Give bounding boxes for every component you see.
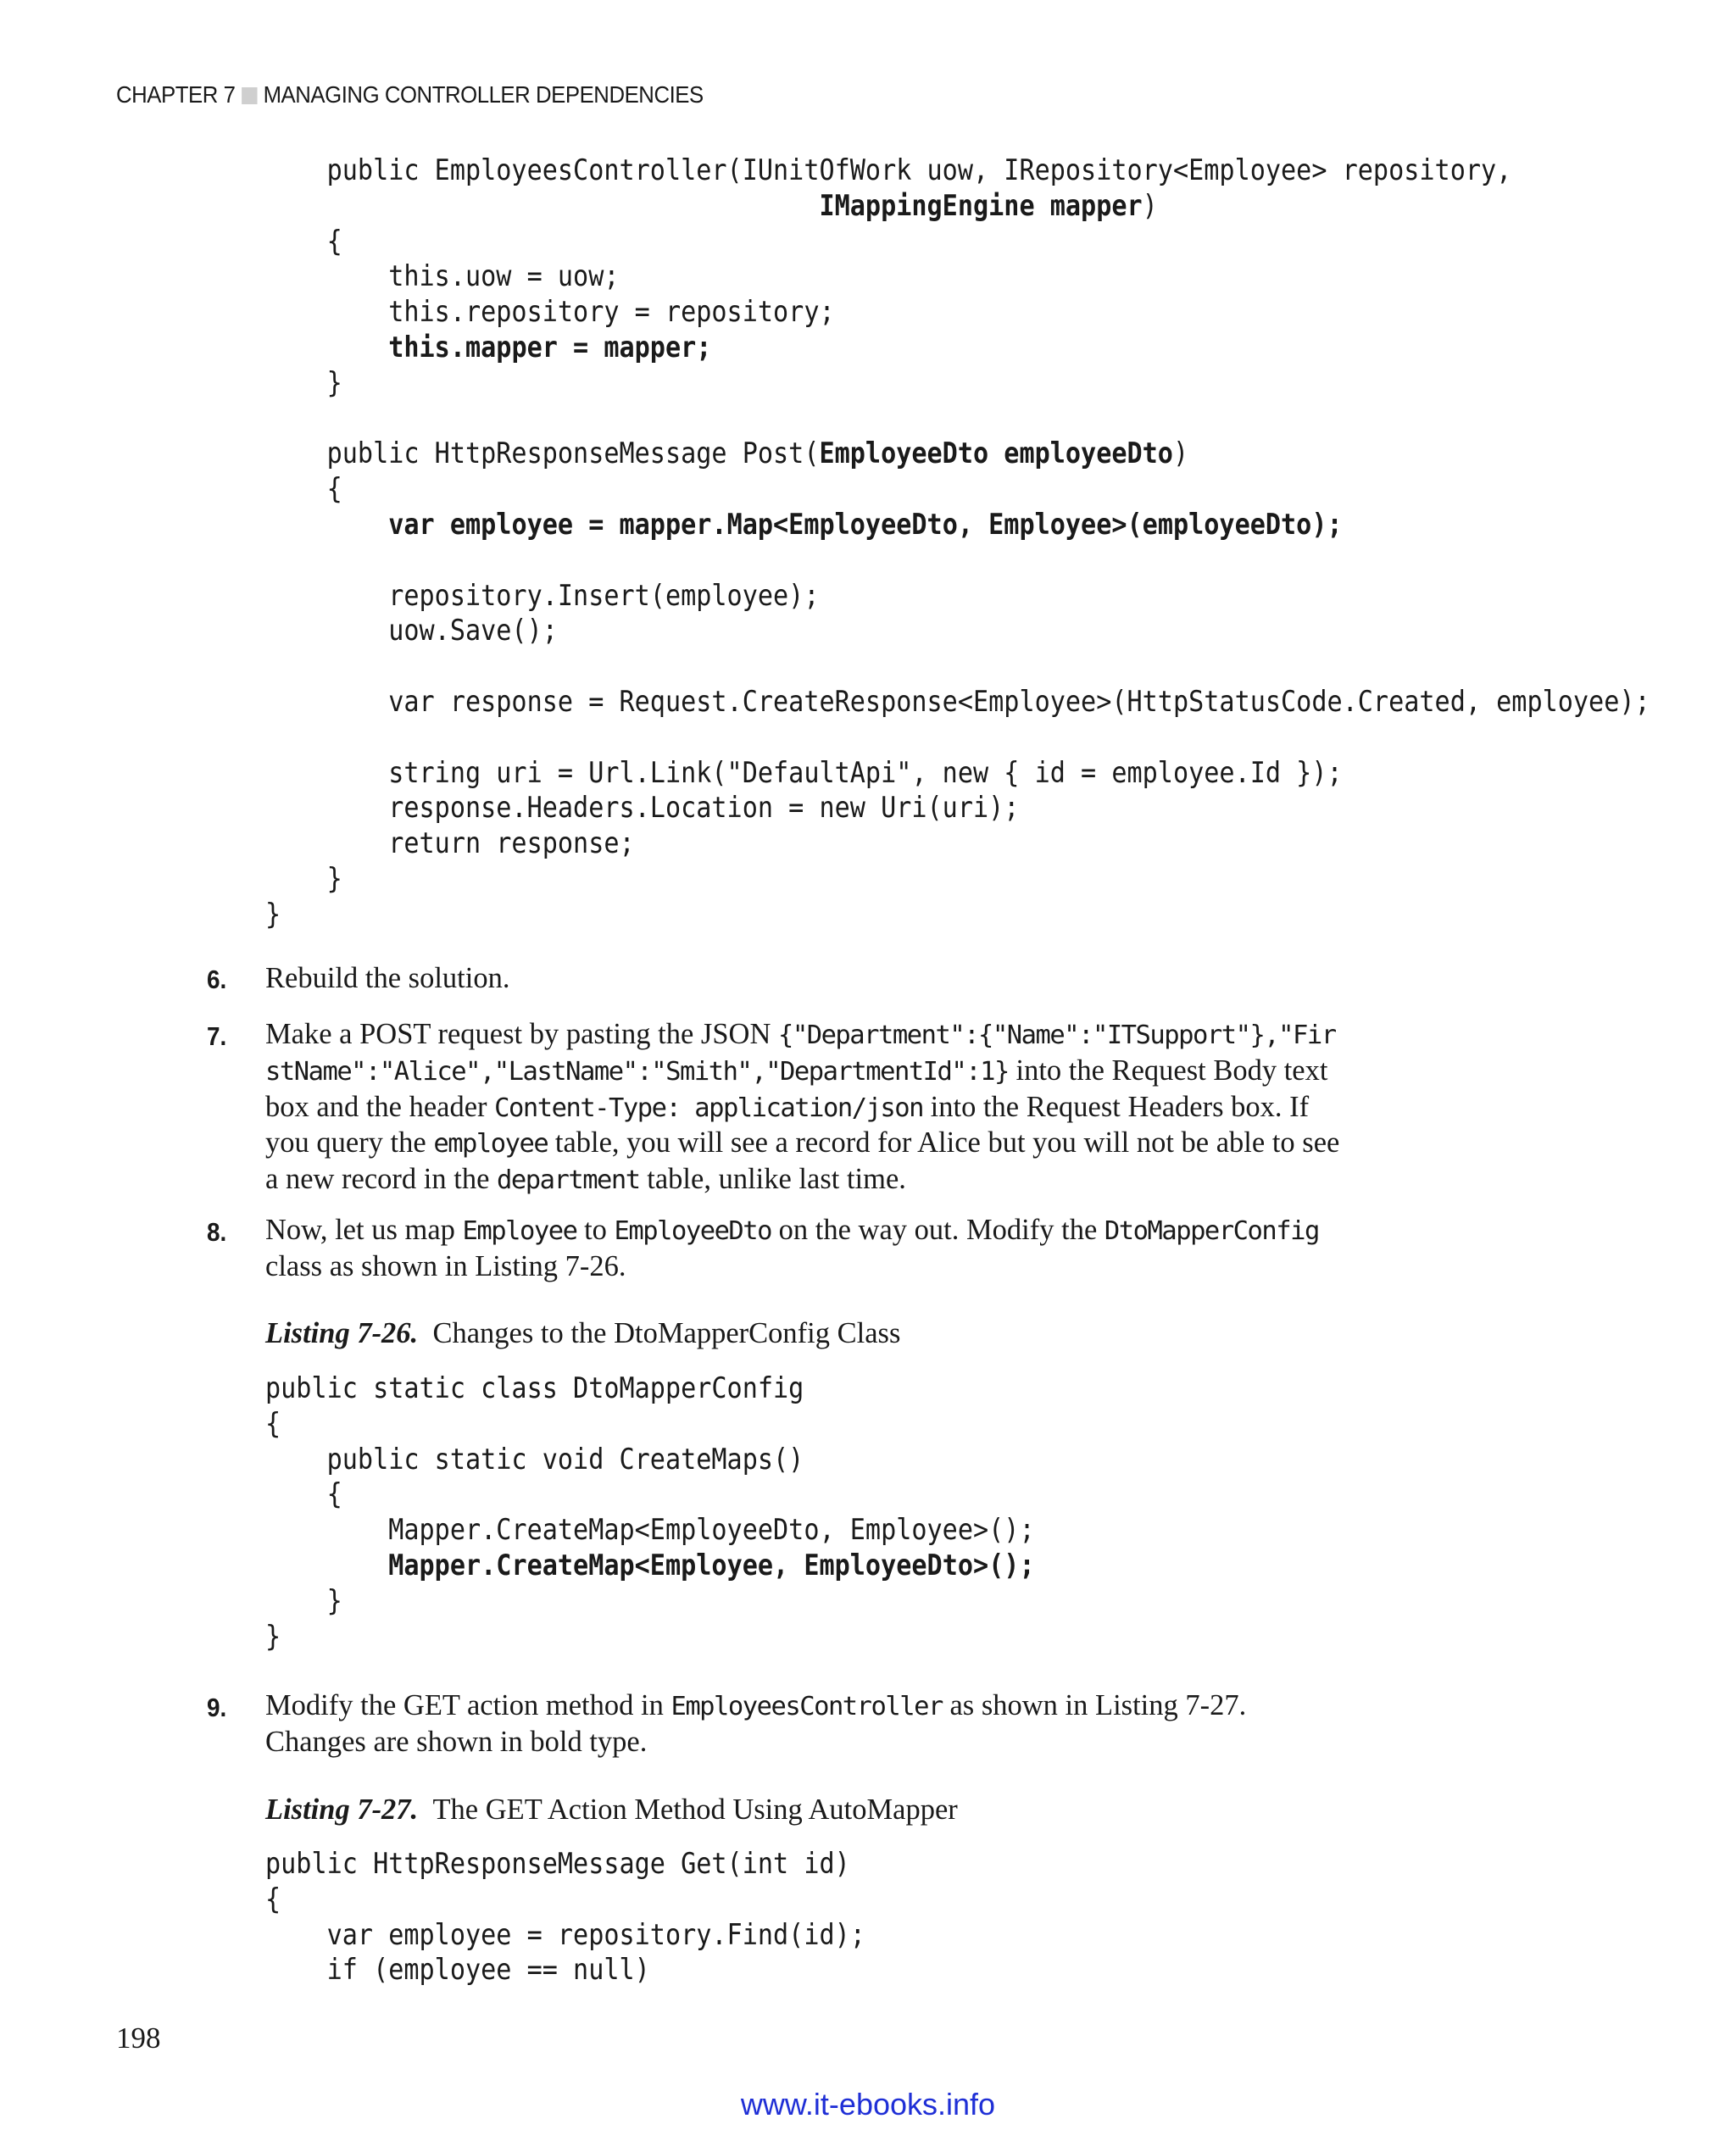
code-line: var employee = repository.Find(id); xyxy=(265,1917,865,1951)
code-line: IMappingEngine mapper) xyxy=(819,188,1158,222)
code-line: uow.Save(); xyxy=(265,614,558,648)
header-snippet: Content-Type: application/json xyxy=(494,1093,924,1123)
code-line: repository.Insert(employee); xyxy=(265,578,820,612)
paragraph-line: box and the header Content-Type: application/json into the Request Headers box. If xyxy=(265,1090,1310,1123)
chapter-title: MANAGING CONTROLLER DEPENDENCIES xyxy=(263,81,704,108)
listing-caption: Changes to the DtoMapperConfig Class xyxy=(432,1317,901,1349)
code-line: } xyxy=(265,1619,281,1653)
code-line: return response; xyxy=(265,826,635,860)
code-line: public EmployeesController(IUnitOfWork uow, IRepository<Employee> repository, xyxy=(265,153,1512,186)
json-snippet: {"Department":{"Name":"ITSupport"},"Fir xyxy=(777,1020,1336,1050)
step-number: 9. xyxy=(207,1693,227,1722)
watermark-link[interactable]: www.it-ebooks.info xyxy=(740,2087,996,2122)
code-block-listing-7-26 xyxy=(265,1371,1035,1654)
paragraph-line: Now, let us map Employee to EmployeeDto on the way out. Modify the DtoMapperConfig xyxy=(265,1214,1319,1246)
paragraph-line: class as shown in Listing 7-26. xyxy=(265,1249,626,1282)
paragraph-line: a new record in the department table, unlike last time. xyxy=(265,1163,906,1196)
code-line: var response = Request.CreateResponse<Employee>(HttpStatusCode.Created, employee); xyxy=(265,684,1650,718)
code-line: } xyxy=(265,861,342,895)
code-line: var employee = mapper.Map<EmployeeDto, Employee>(employeeDto); xyxy=(388,507,1343,541)
header-separator xyxy=(242,87,257,104)
code-block-controller xyxy=(265,153,1650,932)
table-name: employee xyxy=(433,1129,548,1159)
chapter-label: CHAPTER 7 xyxy=(116,81,236,108)
code-line: string uri = Url.Link("DefaultApi", new { id = employee.Id }); xyxy=(265,755,1343,789)
paragraph-line: you query the employee table, you will see a record for Alice but you will not be able to see xyxy=(265,1126,1340,1159)
paragraph-line: Make a POST request by pasting the JSON {"Department":{"Name":"ITSupport"},"Fir xyxy=(265,1018,1336,1050)
json-snippet: stName":"Alice","LastName":"Smith","DepartmentId":1} xyxy=(265,1056,1009,1087)
step-text xyxy=(265,1688,1384,1760)
class-name: Employee xyxy=(462,1216,577,1246)
code-line: if (employee == null) xyxy=(265,1953,650,1987)
code-line: } xyxy=(265,365,342,399)
listing-7-26-caption xyxy=(265,1317,900,1350)
code-line: public HttpResponseMessage Post(EmployeeDto employeeDto) xyxy=(265,437,1189,470)
code-line: this.uow = uow; xyxy=(265,259,620,293)
listing-label: Listing 7-27. xyxy=(265,1793,419,1826)
paragraph-line: stName":"Alice","LastName":"Smith","DepartmentId":1} into the Request Body text xyxy=(265,1054,1328,1087)
listing-7-27-caption xyxy=(265,1793,958,1827)
class-name: DtoMapperConfig xyxy=(1104,1216,1319,1246)
class-name: EmployeeDto xyxy=(614,1216,772,1246)
code-line: } xyxy=(265,897,281,931)
code-line: public static class DtoMapperConfig xyxy=(265,1371,804,1404)
code-line: } xyxy=(265,1583,342,1617)
listing-label: Listing 7-26. xyxy=(265,1317,419,1349)
paragraph-line: Modify the GET action method in EmployeesController as shown in Listing 7-27. xyxy=(265,1689,1247,1721)
step-number: 8. xyxy=(207,1217,227,1247)
code-line: this.repository = repository; xyxy=(265,295,835,329)
listing-caption: The GET Action Method Using AutoMapper xyxy=(432,1793,958,1826)
step-text xyxy=(265,1017,1384,1198)
step-text xyxy=(265,1213,1384,1285)
class-name: EmployeesController xyxy=(670,1692,943,1721)
code-line: this.mapper = mapper; xyxy=(388,330,712,364)
paragraph-line: Changes are shown in bold type. xyxy=(265,1725,648,1758)
page-number: 198 xyxy=(116,2021,161,2055)
code-line: Mapper.CreateMap<Employee, EmployeeDto>(); xyxy=(388,1548,1035,1582)
code-line: response.Headers.Location = new Uri(uri); xyxy=(265,791,1020,825)
code-line: { xyxy=(265,1477,342,1511)
table-name: department xyxy=(497,1165,640,1196)
code-line: { xyxy=(265,1882,281,1916)
code-line: Mapper.CreateMap<EmployeeDto, Employee>(); xyxy=(265,1513,1035,1547)
code-line: { xyxy=(265,472,342,506)
step-number: 7. xyxy=(207,1021,227,1051)
code-line: public HttpResponseMessage Get(int id) xyxy=(265,1847,850,1880)
code-line: { xyxy=(265,224,342,258)
code-line: public static void CreateMaps() xyxy=(265,1442,804,1476)
running-header xyxy=(116,81,704,108)
code-block-listing-7-27 xyxy=(265,1846,865,1988)
code-line: { xyxy=(265,1406,281,1440)
step-text: Rebuild the solution. xyxy=(265,962,510,994)
step-number: 6. xyxy=(207,965,227,994)
